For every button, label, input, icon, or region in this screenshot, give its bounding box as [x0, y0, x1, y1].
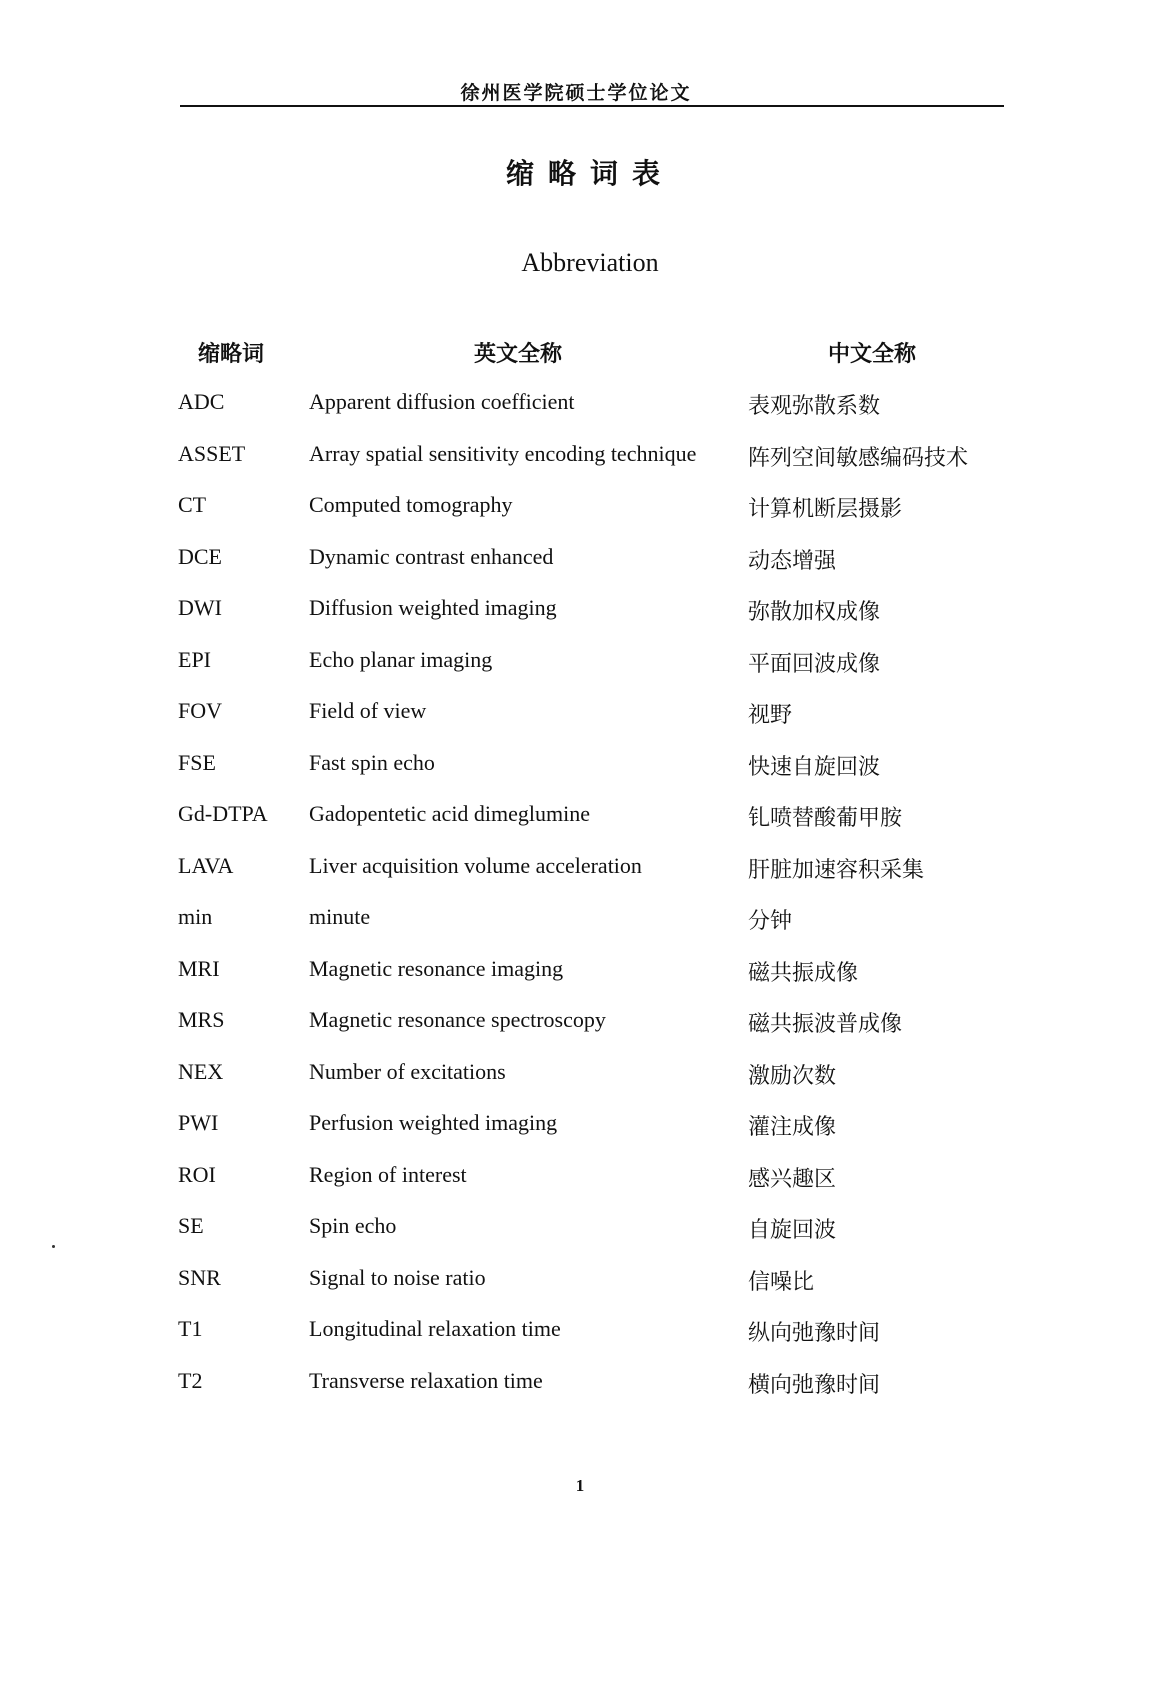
table-row [0, 1213, 1152, 1265]
abbreviation-cell: ASSET [178, 440, 246, 466]
chinese-name-cell: 阵列空间敏感编码技术 [748, 444, 969, 470]
english-name-cell: Array spatial sensitivity encoding technique [309, 440, 697, 466]
table-row [0, 750, 1152, 802]
chinese-name-cell: 信噪比 [748, 1268, 815, 1294]
abbreviation-cell: FOV [178, 698, 223, 723]
english-name-cell: Region of interest [309, 1161, 467, 1187]
chinese-name-cell: 激励次数 [748, 1062, 837, 1088]
table-row [0, 853, 1152, 905]
chinese-name-cell: 分钟 [748, 908, 793, 933]
table-row [0, 441, 1152, 493]
table-row [0, 1162, 1152, 1214]
table-row [0, 1368, 1152, 1420]
chinese-name-cell: 弥散加权成像 [748, 599, 881, 624]
table-row [0, 647, 1152, 699]
chinese-name-cell: 视野 [748, 702, 793, 727]
table-row [0, 698, 1152, 750]
english-name-cell: Diffusion weighted imaging [309, 595, 557, 620]
page-title-english: Abbreviation [521, 248, 659, 277]
chinese-name-cell: 磁共振成像 [748, 959, 859, 985]
abbreviation-cell: EPI [178, 646, 211, 672]
table-row [0, 389, 1152, 441]
english-name-cell: Signal to noise ratio [309, 1264, 486, 1290]
table-row [0, 1265, 1152, 1317]
page-title-chinese: 缩略词表 [505, 159, 674, 190]
column-header-abbreviation: 缩略词 [198, 341, 265, 366]
chinese-name-cell: 磁共振波普成像 [748, 1011, 903, 1036]
abbreviation-cell: MRI [178, 955, 220, 981]
abbreviation-cell: min [178, 904, 213, 929]
chinese-name-cell: 计算机断层摄影 [748, 496, 903, 521]
table-row [0, 544, 1152, 596]
english-name-cell: Transverse relaxation time [309, 1367, 543, 1393]
table-header-row [0, 337, 1152, 371]
abbreviation-cell: SE [178, 1213, 204, 1238]
page-number: 1 [575, 1476, 585, 1495]
chinese-name-cell: 表观弥散系数 [748, 393, 881, 418]
abbreviation-cell: MRS [178, 1007, 225, 1032]
table-row [0, 956, 1152, 1008]
table-row [0, 492, 1152, 544]
table-row [0, 1007, 1152, 1059]
abbreviation-cell: LAVA [178, 852, 234, 878]
english-name-cell: Spin echo [309, 1213, 397, 1238]
english-name-cell: Dynamic contrast enhanced [309, 543, 554, 569]
english-name-cell: Apparent diffusion coefficient [309, 389, 575, 414]
english-name-cell: Fast spin echo [309, 749, 435, 775]
chinese-name-cell: 灌注成像 [748, 1114, 837, 1139]
table-row [0, 1059, 1152, 1111]
abbreviation-cell: SNR [178, 1264, 221, 1290]
abbreviation-cell: DWI [178, 595, 222, 620]
chinese-name-cell: 快速自旋回波 [748, 753, 881, 779]
table-row [0, 801, 1152, 853]
abbreviation-table [0, 389, 1152, 1419]
abbreviation-cell: T1 [178, 1316, 203, 1341]
abbreviation-cell: NEX [178, 1058, 224, 1084]
english-name-cell: Computed tomography [309, 492, 513, 517]
chinese-name-cell: 自旋回波 [748, 1217, 837, 1242]
english-name-cell: Gadopentetic acid dimeglumine [309, 801, 591, 826]
header-divider [180, 105, 1004, 107]
column-header-english-name: 英文全称 [474, 341, 563, 366]
chinese-name-cell: 纵向弛豫时间 [748, 1320, 881, 1345]
english-name-cell: Longitudinal relaxation time [309, 1316, 561, 1341]
english-name-cell: Liver acquisition volume acceleration [309, 852, 642, 878]
english-name-cell: Field of view [309, 698, 427, 723]
abbreviation-cell: CT [178, 492, 207, 517]
scan-speck [52, 1245, 55, 1248]
chinese-name-cell: 平面回波成像 [748, 650, 881, 676]
column-header-chinese-name: 中文全称 [828, 341, 917, 366]
english-name-cell: Magnetic resonance spectroscopy [309, 1007, 606, 1032]
table-row [0, 1316, 1152, 1368]
abbreviation-cell: ADC [178, 389, 225, 414]
english-name-cell: Magnetic resonance imaging [309, 955, 564, 981]
english-name-cell: minute [309, 904, 371, 929]
abbreviation-cell: DCE [178, 543, 222, 569]
english-name-cell: Echo planar imaging [309, 646, 493, 672]
chinese-name-cell: 动态增强 [748, 547, 837, 573]
chinese-name-cell: 肝脏加速容积采集 [748, 856, 925, 882]
table-row [0, 904, 1152, 956]
abbreviation-cell: ROI [178, 1161, 216, 1187]
english-name-cell: Perfusion weighted imaging [309, 1110, 558, 1135]
abbreviation-cell: PWI [178, 1110, 219, 1135]
abbreviation-cell: T2 [178, 1367, 203, 1393]
chinese-name-cell: 钆喷替酸葡甲胺 [748, 805, 903, 830]
table-row [0, 595, 1152, 647]
chinese-name-cell: 横向弛豫时间 [748, 1371, 881, 1397]
chinese-name-cell: 感兴趣区 [748, 1165, 837, 1191]
abbreviation-cell: FSE [178, 749, 216, 775]
table-row [0, 1110, 1152, 1162]
english-name-cell: Number of excitations [309, 1058, 506, 1084]
running-header-title: 徐州医学院硕士学位论文 [460, 83, 692, 104]
abbreviation-cell: Gd-DTPA [178, 801, 268, 826]
